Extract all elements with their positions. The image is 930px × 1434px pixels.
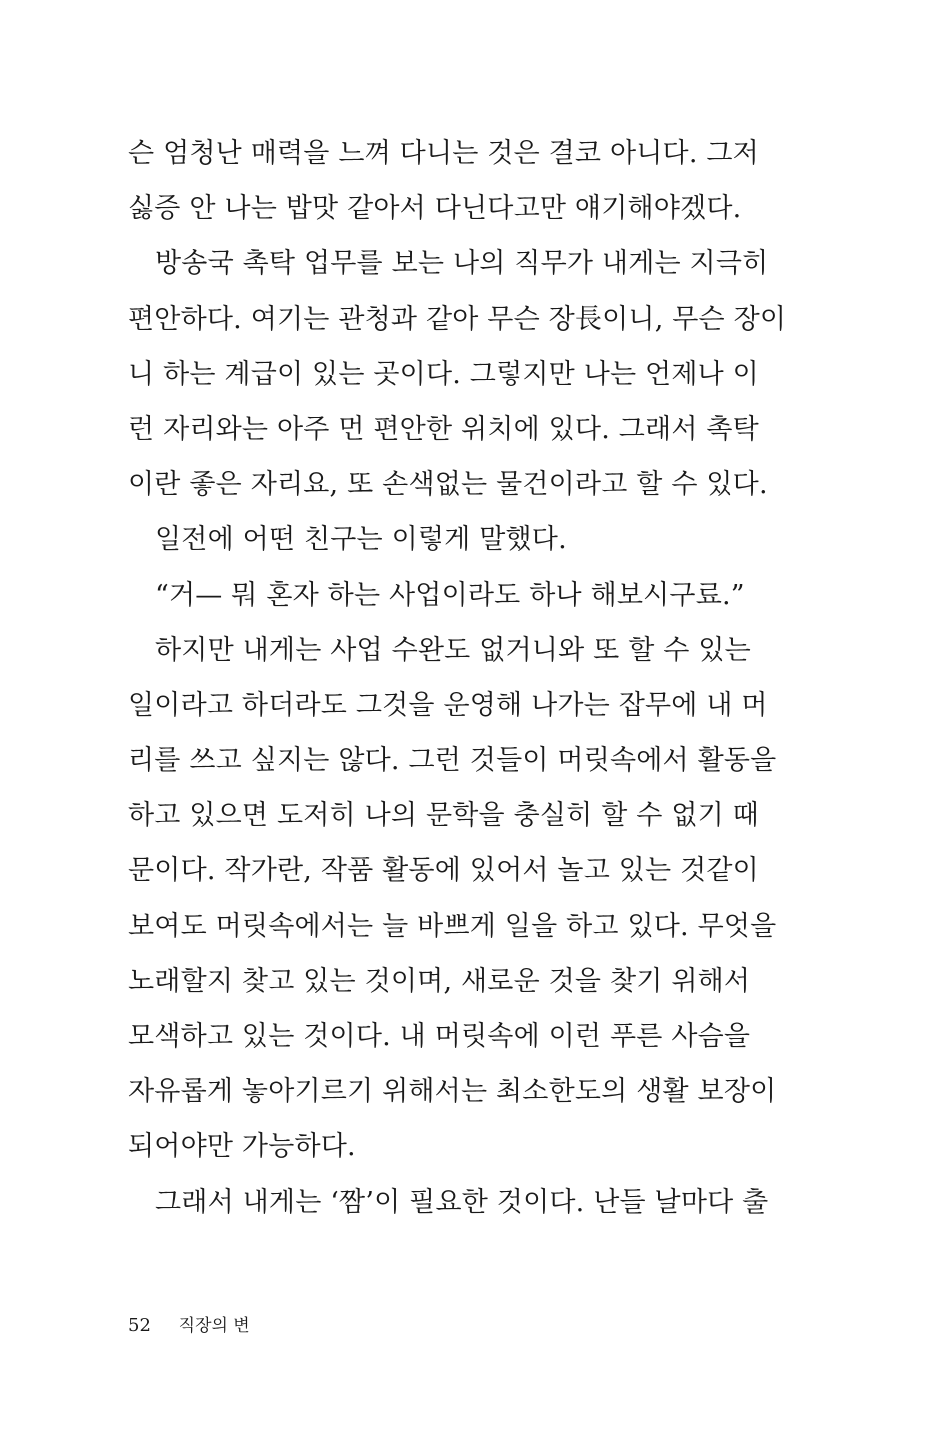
text-line: “거— 뭐 혼자 하는 사업이라도 하나 해보시구료.”	[155, 579, 745, 611]
text-line: 싫증 안 나는 밥맛 같아서 다닌다고만 얘기해야겠다.	[128, 193, 742, 225]
running-title: 직장의 변	[178, 1316, 250, 1336]
text-line: 편안하다. 여기는 관청과 같아 무슨 장長이니, 무슨 장이	[128, 303, 787, 335]
text-line: 슨 엄청난 매력을 느껴 다니는 것은 결코 아니다. 그저	[128, 138, 759, 169]
text-line: 그래서 내게는 ‘짬’이 필요한 것이다. 난들 날마다 출	[155, 1186, 769, 1218]
page-body	[128, 126, 787, 1230]
text-line: 런 자리와는 아주 먼 편안한 위치에 있다. 그래서 촉탁	[128, 413, 759, 445]
text-line: 이란 좋은 자리요, 또 손색없는 물건이라고 할 수 있다.	[128, 469, 768, 501]
text-line: 일전에 어떤 친구는 이렇게 말했다.	[155, 524, 567, 556]
text-line: 보여도 머릿속에서는 늘 바쁘게 일을 하고 있다. 무엇을	[128, 910, 777, 942]
page-footer	[128, 1314, 250, 1338]
text-line: 자유롭게 놓아기르기 위해서는 최소한도의 생활 보장이	[128, 1076, 777, 1108]
text-line: 일이라고 하더라도 그것을 운영해 나가는 잡무에 내 머	[128, 689, 768, 721]
text-line: 니 하는 계급이 있는 곳이다. 그렇지만 나는 언제나 이	[128, 358, 759, 390]
text-line: 노래할지 찾고 있는 것이며, 새로운 것을 찾기 위해서	[128, 965, 751, 997]
text-line: 리를 쓰고 싶지는 않다. 그런 것들이 머릿속에서 활동을	[128, 745, 777, 777]
text-line: 하고 있으면 도저히 나의 문학을 충실히 할 수 없기 때	[128, 800, 759, 832]
text-line: 되어야만 가능하다.	[128, 1131, 356, 1163]
text-line: 모색하고 있는 것이다. 내 머릿속에 이런 푸른 사슴을	[128, 1021, 751, 1052]
page-number: 52	[128, 1315, 151, 1336]
text-line: 하지만 내게는 사업 수완도 없거니와 또 할 수 있는	[155, 634, 751, 666]
text-line: 방송국 촉탁 업무를 보는 나의 직무가 내게는 지극히	[155, 248, 769, 280]
text-line: 문이다. 작가란, 작품 활동에 있어서 놀고 있는 것같이	[128, 855, 759, 887]
